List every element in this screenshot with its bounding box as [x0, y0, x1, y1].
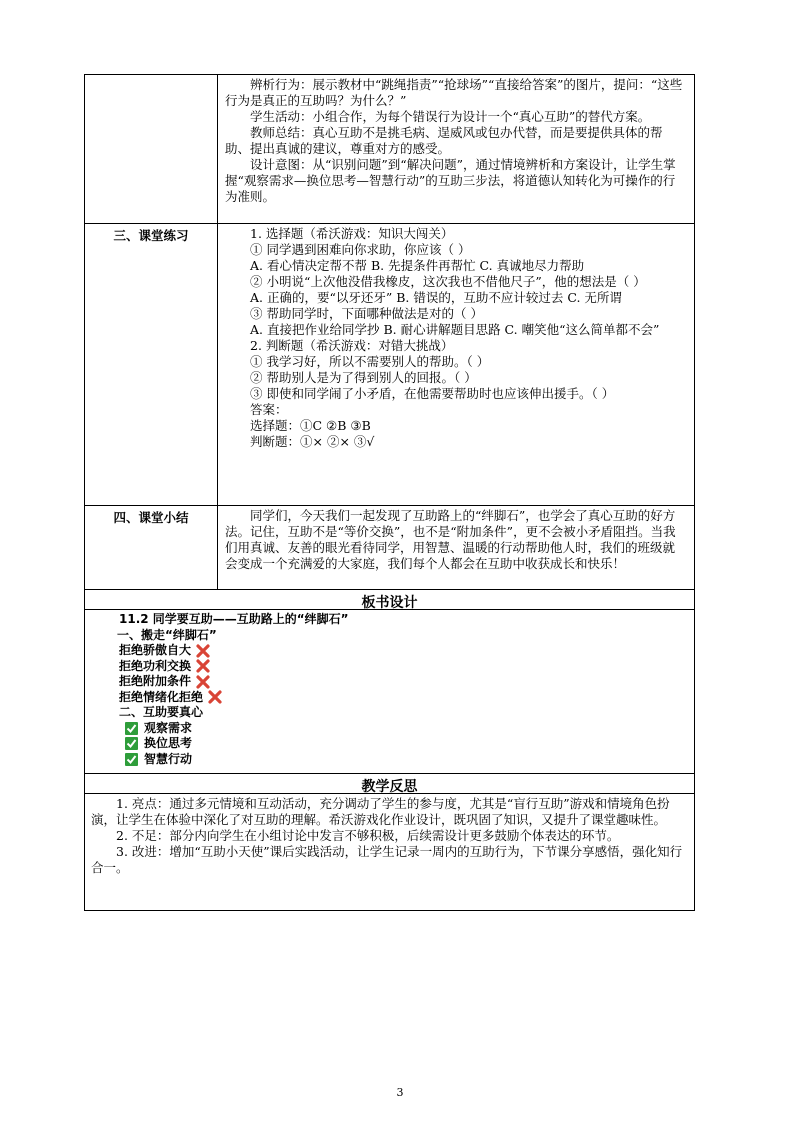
practice-line: 2. 判断题（希沃游戏：对错大挑战） — [250, 338, 454, 353]
board-title: 板书设计 — [361, 595, 418, 611]
practice-line: A. 正确的，要“以牙还牙” B. 错误的，互助不应计较过去 C. 无所谓 — [250, 290, 622, 305]
activity-content — [225, 77, 687, 205]
reject-item — [119, 674, 349, 690]
practice-line: 1. 选择题（希沃游戏：知识大闯关） — [250, 226, 454, 241]
accept-item — [119, 721, 349, 737]
practice-line: A. 直接把作业给同学抄 B. 耐心讲解题目思路 C. 嘲笑他“这么简单都不会” — [250, 322, 660, 337]
accept-item — [119, 752, 349, 768]
practice-line: ① 同学遇到困难向你求助，你应该（ ） — [250, 242, 471, 257]
practice-content — [225, 226, 687, 450]
reject-item — [119, 690, 349, 706]
reject-label: 拒绝功利交换 — [119, 658, 192, 673]
column-divider — [217, 75, 218, 589]
activity-paragraph: 学生活动：小组合作，为每个错误行为设计一个“真心互助”的替代方案。 — [250, 109, 651, 124]
board-heading: 11.2 同学要互助——互助路上的“绊脚石” — [119, 612, 349, 626]
practice-line: ① 我学习好，所以不需要别人的帮助。（ ） — [250, 354, 490, 369]
reject-label: 拒绝骄傲自大 — [119, 643, 192, 657]
row-divider — [85, 223, 694, 224]
lesson-table — [84, 74, 695, 911]
practice-line: ② 小明说“上次他没借我橡皮，这次我也不借他尺子”，他的想法是（ ） — [250, 274, 646, 289]
practice-line: A. 看心情决定帮不帮 B. 先提条件再帮忙 C. 真诚地尽力帮助 — [250, 258, 585, 273]
board-content — [119, 612, 349, 767]
practice-line: 选择题：①C ②B ③B — [250, 418, 371, 433]
row-divider — [85, 609, 694, 610]
green-check-icon — [125, 722, 138, 735]
accept-label: 换位思考 — [144, 736, 193, 750]
practice-label: 三、课堂练习 — [113, 228, 189, 243]
accept-label: 观察需求 — [144, 720, 193, 735]
reflection-paragraph: 2. 不足：部分内向学生在小组讨论中发言不够积极，后续需设计更多鼓励个体表达的环节。 — [116, 828, 620, 843]
page-number: 3 — [396, 1086, 404, 1099]
activity-paragraph: 辨析行为：展示教材中“跳绳指责”“抢球场”“直接给答案”的图片，提问：“这些行为是真正的互助吗？为什么？” — [225, 77, 683, 108]
row-divider — [85, 793, 694, 794]
red-x-icon — [196, 659, 210, 673]
board-section-2: 二、互助要真心 — [119, 705, 204, 719]
practice-line: ③ 即使和同学闹了小矛盾，在他需要帮助时也应该伸出援手。（ ） — [250, 386, 615, 401]
reject-label: 拒绝情绪化拒绝 — [119, 689, 204, 704]
practice-line: ③ 帮助同学时，下面哪种做法是对的（ ） — [250, 306, 483, 321]
reflection-title: 教学反思 — [361, 779, 418, 795]
summary-text: 同学们，今天我们一起发现了互助路上的“绊脚石”，也学会了真心互助的好方法。记住，互助不是“等价交换”，也不是“附加条件”，更不会被小矛盾阻挡。当我们用真诚、友善的眼光看待同学，用智慧、温暖的行动帮助他人时，我们的班级就会变成一个充满爱的大家庭，我们每个人都会在互助中收获成长和快乐！ — [225, 508, 676, 571]
red-x-icon — [196, 675, 210, 689]
accept-label: 智慧行动 — [144, 751, 193, 766]
reject-item — [119, 643, 349, 659]
practice-line: 判断题：①× ②× ③√ — [250, 434, 375, 449]
accept-item — [119, 736, 349, 752]
row-divider — [85, 505, 694, 506]
green-check-icon — [125, 737, 138, 750]
summary-content — [225, 508, 687, 572]
practice-line: 答案： — [250, 402, 288, 417]
activity-paragraph: 设计意图：从“识别问题”到“解决问题”，通过情境辨析和方案设计，让学生掌握“观察需求—换位思考—智慧行动”的互助三步法，将道德认知转化为可操作的行为准则。 — [225, 157, 676, 204]
red-x-icon — [196, 644, 210, 658]
green-check-icon — [125, 753, 138, 766]
reject-item — [119, 659, 349, 675]
activity-paragraph: 教师总结：真心互助不是挑毛病、逞威风或包办代替，而是要提供具体的帮助、提出真诚的建议，尊重对方的感受。 — [225, 125, 663, 156]
reflection-content — [91, 796, 689, 876]
reflection-paragraph: 3. 改进：增加“互助小天使”课后实践活动，让学生记录一周内的互助行为，下节课分享感悟，强化知行合一。 — [91, 844, 683, 875]
practice-line: ② 帮助别人是为了得到别人的回报。（ ） — [250, 370, 477, 385]
row-divider — [85, 589, 694, 590]
reject-label: 拒绝附加条件 — [119, 674, 192, 688]
row-divider — [85, 773, 694, 774]
board-section-1: 一、搬走“绊脚石” — [117, 627, 217, 642]
reflection-paragraph: 1. 亮点：通过多元情境和互动活动，充分调动了学生的参与度，尤其是“盲行互助”游戏和情境角色扮演，让学生在体验中深化了对互助的理解。希沃游戏化作业设计，既巩固了知识，又提升了课堂趣味性。 — [91, 796, 670, 827]
summary-label: 四、课堂小结 — [113, 510, 189, 525]
red-x-icon — [208, 690, 222, 704]
